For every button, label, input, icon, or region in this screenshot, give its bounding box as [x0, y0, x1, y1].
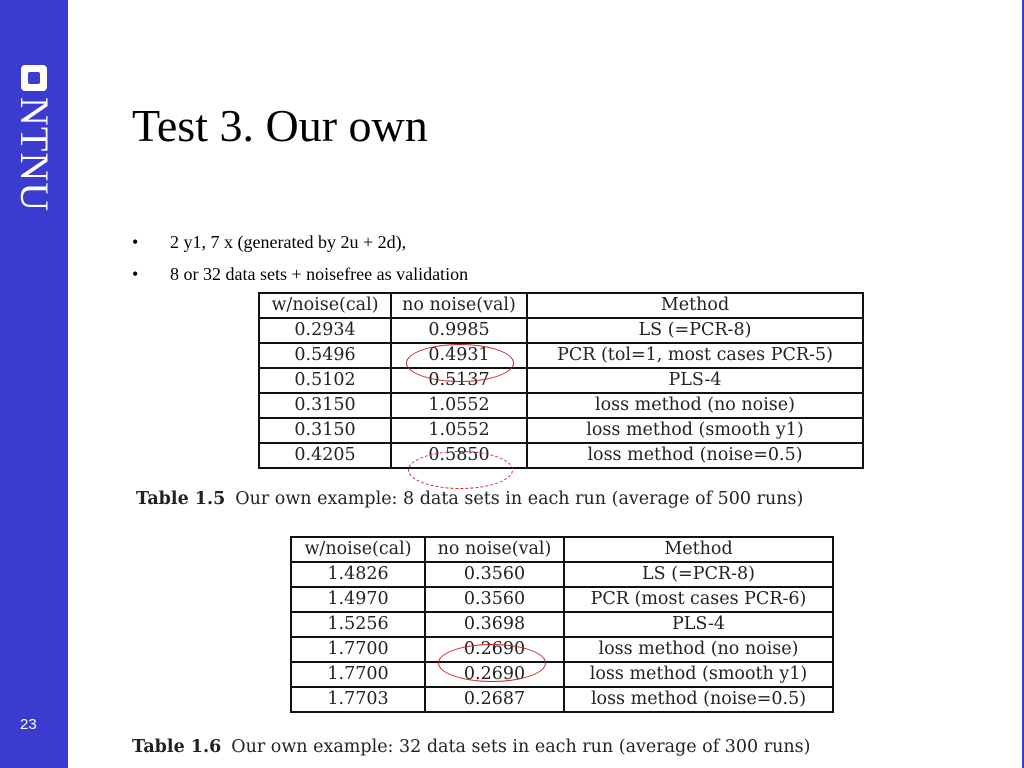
header-cell: w/noise(cal) [291, 537, 425, 562]
bullet-text: 8 or 32 data sets + noisefree as validation [170, 264, 469, 282]
bullet-list [132, 226, 732, 282]
results-table-8-sets [258, 292, 864, 469]
header-cell: no noise(val) [391, 293, 527, 318]
table-cell: LS (=PCR-8) [564, 562, 833, 587]
bullet-dot-icon: • [132, 264, 139, 282]
table-cell: 0.4205 [259, 443, 391, 468]
table-cell: 0.2690 [425, 637, 564, 662]
table-cell: 0.2690 [425, 662, 564, 687]
table-cell: 0.3150 [259, 418, 391, 443]
table-row [291, 587, 833, 612]
table-cell: 1.7703 [291, 687, 425, 712]
caption-text: Our own example: 32 data sets in each run (average of 300 runs) [231, 737, 811, 757]
table-cell: 0.4931 [391, 343, 527, 368]
table-cell: 1.4826 [291, 562, 425, 587]
table-cell: loss method (noise=0.5) [564, 687, 833, 712]
table-cell: loss method (smooth y1) [527, 418, 863, 443]
table-cell: 1.0552 [391, 418, 527, 443]
table-cell: 0.2687 [425, 687, 564, 712]
header-cell: no noise(val) [425, 537, 564, 562]
table-row [291, 562, 833, 587]
table-row [259, 393, 863, 418]
logo-text: NTNU [12, 97, 57, 213]
table-row [291, 662, 833, 687]
bullet-dot-icon: • [132, 232, 139, 252]
table-cell: 1.4970 [291, 587, 425, 612]
ntnu-logo-icon [21, 65, 47, 91]
caption-label: Table 1.6 [132, 737, 222, 757]
table-cell: PLS-4 [564, 612, 833, 637]
table-row [259, 343, 863, 368]
table-row [259, 318, 863, 343]
table-cell: LS (=PCR-8) [527, 318, 863, 343]
table-cell: loss method (no noise) [564, 637, 833, 662]
table-header-row [259, 293, 863, 318]
table-row [291, 687, 833, 712]
table-cell: 0.3560 [425, 562, 564, 587]
table-cell: 0.5850 [391, 443, 527, 468]
table-cell: 1.7700 [291, 662, 425, 687]
table-cell: 0.3560 [425, 587, 564, 612]
table-row [259, 418, 863, 443]
caption-label: Table 1.5 [136, 489, 226, 509]
bullet-item [132, 258, 732, 282]
table-caption [136, 489, 803, 509]
table-cell: 0.3150 [259, 393, 391, 418]
table-cell: loss method (no noise) [527, 393, 863, 418]
table-cell: loss method (smooth y1) [564, 662, 833, 687]
table-cell: 0.3698 [425, 612, 564, 637]
slide-number: 23 [20, 716, 37, 733]
table-caption [132, 737, 810, 757]
bullet-text: 2 y1, 7 x (generated by 2u + 2d), [170, 232, 407, 252]
slide-title: Test 3. Our own [132, 100, 428, 151]
table-cell: PCR (tol=1, most cases PCR-5) [527, 343, 863, 368]
table-header-row [291, 537, 833, 562]
table-row [291, 637, 833, 662]
results-table-32-sets [290, 536, 834, 713]
table-row [291, 612, 833, 637]
table-cell: 0.5102 [259, 368, 391, 393]
table-cell: 0.9985 [391, 318, 527, 343]
table-cell: PCR (most cases PCR-6) [564, 587, 833, 612]
table-cell: 0.5496 [259, 343, 391, 368]
table-cell: PLS-4 [527, 368, 863, 393]
table-cell: 0.5137 [391, 368, 527, 393]
table-cell: 1.7700 [291, 637, 425, 662]
caption-text: Our own example: 8 data sets in each run (average of 500 runs) [235, 489, 804, 509]
sidebar [0, 0, 68, 768]
table-row [259, 368, 863, 393]
header-cell: Method [527, 293, 863, 318]
table-cell: 0.2934 [259, 318, 391, 343]
header-cell: w/noise(cal) [259, 293, 391, 318]
bullet-item [132, 226, 732, 258]
table-cell: 1.5256 [291, 612, 425, 637]
header-cell: Method [564, 537, 833, 562]
table-cell: loss method (noise=0.5) [527, 443, 863, 468]
table-cell: 1.0552 [391, 393, 527, 418]
table-row [259, 443, 863, 468]
